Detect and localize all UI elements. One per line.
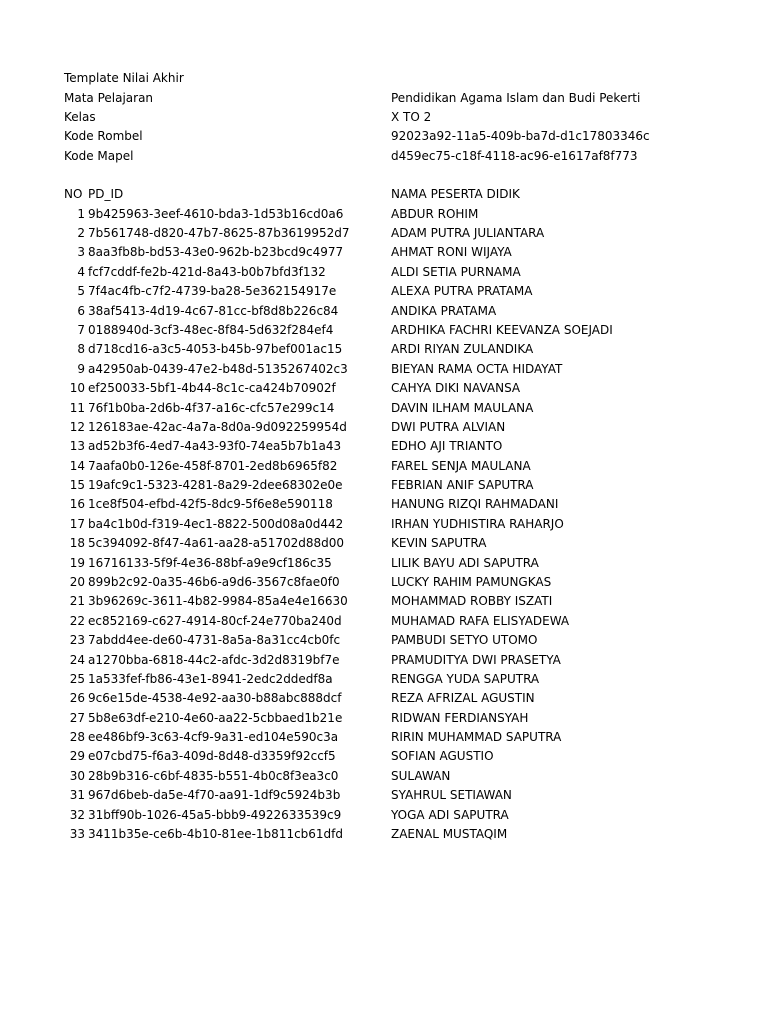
field-value: Pendidikan Agama Islam dan Budi Pekerti — [391, 91, 641, 105]
row-student-name: SOFIAN AGUSTIO — [391, 749, 494, 763]
field-row-kode-mapel — [0, 147, 768, 166]
document-title: Template Nilai Akhir — [64, 71, 184, 85]
row-pd-id: 3b96269c-3611-4b82-9984-85a4e4e16630 — [88, 594, 348, 608]
row-student-name: MOHAMMAD ROBBY ISZATI — [391, 594, 553, 608]
table-row — [0, 592, 768, 611]
row-student-name: REZA AFRIZAL AGUSTIN — [391, 691, 535, 705]
row-student-name: FEBRIAN ANIF SAPUTRA — [391, 478, 534, 492]
row-number: 17 — [69, 517, 85, 531]
row-student-name: RENGGA YUDA SAPUTRA — [391, 672, 540, 686]
row-number: 23 — [69, 633, 85, 647]
row-number: 10 — [69, 381, 85, 395]
row-pd-id: 0188940d-3cf3-48ec-8f84-5d632f284ef4 — [88, 323, 334, 337]
table-row — [0, 360, 768, 379]
table-row — [0, 786, 768, 805]
row-student-name: AHMAT RONI WIJAYA — [391, 245, 512, 259]
table-row — [0, 534, 768, 553]
row-pd-id: ef250033-5bf1-4b44-8c1c-ca424b70902f — [88, 381, 336, 395]
row-number: 21 — [69, 594, 85, 608]
row-pd-id: ee486bf9-3c63-4cf9-9a31-ed104e590c3a — [88, 730, 339, 744]
row-number: 25 — [69, 672, 85, 686]
field-row-kelas — [0, 108, 768, 127]
row-student-name: SYAHRUL SETIAWAN — [391, 788, 512, 802]
table-row — [0, 418, 768, 437]
row-pd-id: 5b8e63df-e210-4e60-aa22-5cbbaed1b21e — [88, 711, 343, 725]
row-number: 18 — [69, 536, 85, 550]
column-header-pd-id: PD_ID — [88, 187, 124, 201]
table-row — [0, 476, 768, 495]
table-row — [0, 282, 768, 301]
row-student-name: DWI PUTRA ALVIAN — [391, 420, 506, 434]
row-number: 7 — [77, 323, 85, 337]
row-pd-id: 5c394092-8f47-4a61-aa28-a51702d88d00 — [88, 536, 345, 550]
row-pd-id: ad52b3f6-4ed7-4a43-93f0-74ea5b7b1a43 — [88, 439, 342, 453]
table-row — [0, 728, 768, 747]
row-number: 27 — [69, 711, 85, 725]
row-number: 9 — [77, 362, 85, 376]
row-student-name: YOGA ADI SAPUTRA — [391, 808, 509, 822]
table-row — [0, 806, 768, 825]
row-number: 26 — [69, 691, 85, 705]
row-number: 20 — [69, 575, 85, 589]
row-pd-id: 9c6e15de-4538-4e92-aa30-b88abc888dcf — [88, 691, 342, 705]
row-pd-id: 7abdd4ee-de60-4731-8a5a-8a31cc4cb0fc — [88, 633, 341, 647]
row-pd-id: fcf7cddf-fe2b-421d-8a43-b0b7bfd3f132 — [88, 265, 326, 279]
row-pd-id: a1270bba-6818-44c2-afdc-3d2d8319bf7e — [88, 653, 340, 667]
row-number: 1 — [77, 207, 85, 221]
field-label: Kelas — [64, 110, 96, 124]
field-label: Kode Rombel — [64, 129, 143, 143]
row-number: 11 — [69, 401, 85, 415]
table-row — [0, 457, 768, 476]
row-number: 32 — [69, 808, 85, 822]
table-row — [0, 631, 768, 650]
row-pd-id: 16716133-5f9f-4e36-88bf-a9e9cf186c35 — [88, 556, 332, 570]
table-row — [0, 612, 768, 631]
row-pd-id: 1ce8f504-efbd-42f5-8dc9-5f6e8e590118 — [88, 497, 333, 511]
row-student-name: KEVIN SAPUTRA — [391, 536, 487, 550]
row-number: 6 — [77, 304, 85, 318]
row-number: 4 — [77, 265, 85, 279]
table-row — [0, 495, 768, 514]
column-header-no: NO — [64, 187, 83, 201]
row-number: 15 — [69, 478, 85, 492]
document-title-row — [0, 69, 768, 88]
row-number: 31 — [69, 788, 85, 802]
row-number: 33 — [69, 827, 85, 841]
row-number: 30 — [69, 769, 85, 783]
row-student-name: MUHAMAD RAFA ELISYADEWA — [391, 614, 570, 628]
row-student-name: LUCKY RAHIM PAMUNGKAS — [391, 575, 552, 589]
row-number: 14 — [69, 459, 85, 473]
row-student-name: ADAM PUTRA JULIANTARA — [391, 226, 545, 240]
table-row — [0, 243, 768, 262]
row-number: 3 — [77, 245, 85, 259]
row-student-name: FAREL SENJA MAULANA — [391, 459, 531, 473]
row-pd-id: 28b9b316-c6bf-4835-b551-4b0c8f3ea3c0 — [88, 769, 339, 783]
row-student-name: ALEXA PUTRA PRATAMA — [391, 284, 533, 298]
field-row-kode-rombel — [0, 127, 768, 146]
table-row — [0, 689, 768, 708]
row-student-name: ZAENAL MUSTAQIM — [391, 827, 508, 841]
table-row — [0, 224, 768, 243]
field-value: 92023a92-11a5-409b-ba7d-d1c17803346c — [391, 129, 650, 143]
row-student-name: IRHAN YUDHISTIRA RAHARJO — [391, 517, 564, 531]
table-row — [0, 767, 768, 786]
table-row — [0, 437, 768, 456]
table-row — [0, 263, 768, 282]
row-student-name: PAMBUDI SETYO UTOMO — [391, 633, 538, 647]
row-student-name: ARDI RIYAN ZULANDIKA — [391, 342, 534, 356]
row-student-name: SULAWAN — [391, 769, 451, 783]
row-student-name: ARDHIKA FACHRI KEEVANZA SOEJADI — [391, 323, 613, 337]
row-number: 8 — [77, 342, 85, 356]
table-row — [0, 321, 768, 340]
table-row — [0, 205, 768, 224]
table-row — [0, 573, 768, 592]
table-row — [0, 379, 768, 398]
row-pd-id: a42950ab-0439-47e2-b48d-5135267402c3 — [88, 362, 348, 376]
field-label: Kode Mapel — [64, 149, 134, 163]
field-value: d459ec75-c18f-4118-ac96-e1617af8f773 — [391, 149, 638, 163]
table-row — [0, 399, 768, 418]
table-row — [0, 302, 768, 321]
row-pd-id: 899b2c92-0a35-46b6-a9d6-3567c8fae0f0 — [88, 575, 340, 589]
row-number: 2 — [77, 226, 85, 240]
table-header-row — [0, 185, 768, 204]
row-number: 5 — [77, 284, 85, 298]
row-student-name: HANUNG RIZQI RAHMADANI — [391, 497, 559, 511]
row-student-name: BIEYAN RAMA OCTA HIDAYAT — [391, 362, 563, 376]
column-header-name: NAMA PESERTA DIDIK — [391, 187, 520, 201]
table-row — [0, 747, 768, 766]
row-student-name: ALDI SETIA PURNAMA — [391, 265, 521, 279]
table-row — [0, 340, 768, 359]
row-pd-id: 126183ae-42ac-4a7a-8d0a-9d092259954d — [88, 420, 347, 434]
table-row — [0, 651, 768, 670]
row-number: 12 — [69, 420, 85, 434]
table-row — [0, 670, 768, 689]
row-pd-id: 31bff90b-1026-45a5-bbb9-4922633539c9 — [88, 808, 342, 822]
field-row-mata-pelajaran — [0, 89, 768, 108]
row-student-name: ABDUR ROHIM — [391, 207, 479, 221]
field-value: X TO 2 — [391, 110, 432, 124]
table-row — [0, 554, 768, 573]
row-number: 16 — [69, 497, 85, 511]
row-number: 28 — [69, 730, 85, 744]
row-pd-id: 38af5413-4d19-4c67-81cc-bf8d8b226c84 — [88, 304, 339, 318]
row-student-name: DAVIN ILHAM MAULANA — [391, 401, 534, 415]
row-student-name: RIRIN MUHAMMAD SAPUTRA — [391, 730, 562, 744]
table-row — [0, 515, 768, 534]
row-pd-id: 967d6beb-da5e-4f70-aa91-1df9c5924b3b — [88, 788, 341, 802]
row-pd-id: 3411b35e-ce6b-4b10-81ee-1b811cb61dfd — [88, 827, 344, 841]
row-number: 13 — [69, 439, 85, 453]
row-student-name: LILIK BAYU ADI SAPUTRA — [391, 556, 539, 570]
row-pd-id: 8aa3fb8b-bd53-43e0-962b-b23bcd9c4977 — [88, 245, 344, 259]
row-student-name: ANDIKA PRATAMA — [391, 304, 497, 318]
row-pd-id: 9b425963-3eef-4610-bda3-1d53b16cd0a6 — [88, 207, 344, 221]
row-student-name: PRAMUDITYA DWI PRASETYA — [391, 653, 561, 667]
row-student-name: EDHO AJI TRIANTO — [391, 439, 503, 453]
row-pd-id: ba4c1b0d-f319-4ec1-8822-500d08a0d442 — [88, 517, 344, 531]
field-label: Mata Pelajaran — [64, 91, 154, 105]
row-pd-id: 7f4ac4fb-c7f2-4739-ba28-5e362154917e — [88, 284, 337, 298]
row-pd-id: 7aafa0b0-126e-458f-8701-2ed8b6965f82 — [88, 459, 338, 473]
row-pd-id: 7b561748-d820-47b7-8625-87b3619952d7 — [88, 226, 350, 240]
row-pd-id: e07cbd75-f6a3-409d-8d48-d3359f92ccf5 — [88, 749, 336, 763]
row-student-name: CAHYA DIKI NAVANSA — [391, 381, 521, 395]
row-number: 19 — [69, 556, 85, 570]
row-number: 24 — [69, 653, 85, 667]
table-row — [0, 709, 768, 728]
row-pd-id: d718cd16-a3c5-4053-b45b-97bef001ac15 — [88, 342, 343, 356]
row-student-name: RIDWAN FERDIANSYAH — [391, 711, 529, 725]
row-pd-id: 76f1b0ba-2d6b-4f37-a16c-cfc57e299c14 — [88, 401, 335, 415]
row-pd-id: 19afc9c1-5323-4281-8a29-2dee68302e0e — [88, 478, 343, 492]
row-number: 22 — [69, 614, 85, 628]
row-pd-id: 1a533fef-fb86-43e1-8941-2edc2ddedf8a — [88, 672, 333, 686]
row-number: 29 — [69, 749, 85, 763]
row-pd-id: ec852169-c627-4914-80cf-24e770ba240d — [88, 614, 342, 628]
table-row — [0, 825, 768, 844]
